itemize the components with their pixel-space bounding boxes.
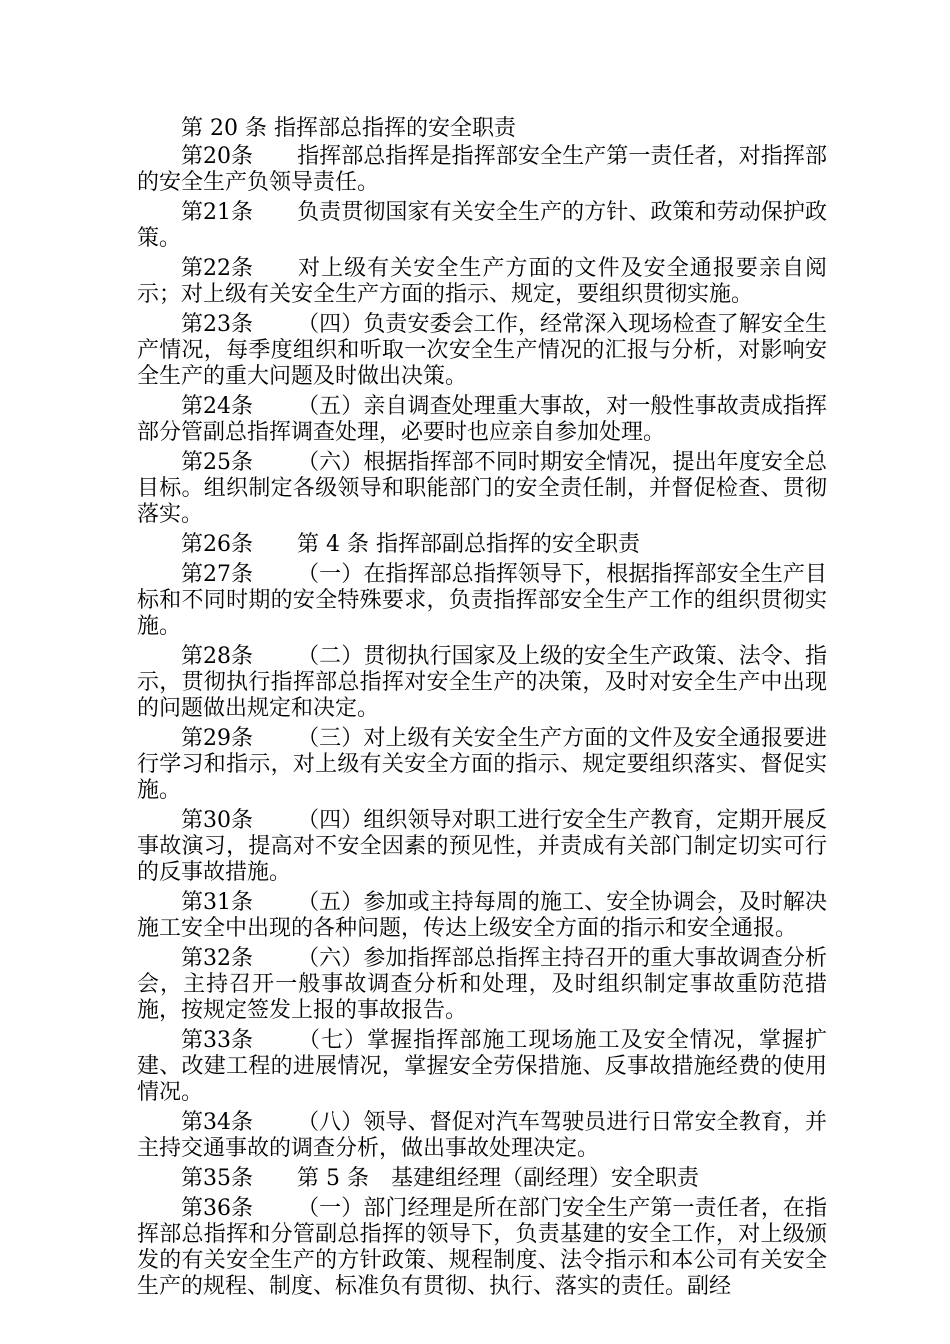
- clause-text: （四）组织领导对职工进行安全生产教育，定期开展反事故演习，提高对不安全因素的预见性，并责成有关部门制定切实可行的反事故措施。: [137, 808, 827, 885]
- clause-paragraph: [137, 312, 827, 390]
- clause-paragraph: [137, 1166, 827, 1192]
- clause-paragraph: [137, 450, 827, 528]
- clause-text: 负责贯彻国家有关安全生产的方针、政策和劳动保护政策。: [137, 200, 827, 251]
- clause-text: 对上级有关安全生产方面的文件及安全通报要亲自阅示；对上级有关安全生产方面的指示、规定，要组织贯彻实施。: [137, 256, 827, 307]
- clause-number: 第31条: [181, 890, 253, 915]
- clause-number: 第22条: [181, 256, 253, 281]
- clause-paragraph: [137, 394, 827, 446]
- clause-number: 第25条: [181, 450, 253, 475]
- clause-number: 第29条: [181, 726, 253, 751]
- document-body: [137, 116, 827, 1304]
- clause-paragraph: [137, 1196, 827, 1300]
- clause-text: （四）负责安委会工作，经常深入现场检查了解安全生产情况，每季度组织和听取一次安全生产情况的汇报与分析，对影响安全生产的重大问题及时做出决策。: [137, 312, 827, 389]
- clause-paragraph: [137, 256, 827, 308]
- clause-text: （三）对上级有关安全生产方面的文件及安全通报要进行学习和指示，对上级有关安全方面的指示、规定要组织落实、督促实施。: [137, 726, 827, 803]
- clause-number: 第23条: [181, 312, 253, 337]
- clause-number: 第27条: [181, 562, 253, 587]
- clause-number: 第30条: [181, 808, 253, 833]
- clause-number: 第35条: [181, 1166, 253, 1191]
- clause-paragraph: [137, 1028, 827, 1106]
- clause-paragraph: [137, 144, 827, 196]
- clause-paragraph: [137, 532, 827, 558]
- clause-paragraph: [137, 946, 827, 1024]
- clause-text: （七）掌握指挥部施工现场施工及安全情况，掌握扩建、改建工程的进展情况，掌握安全劳保措施、反事故措施经费的使用情况。: [137, 1028, 827, 1105]
- clause-text: （五）参加或主持每周的施工、安全协调会，及时解决施工安全中出现的各种问题，传达上级安全方面的指示和安全通报。: [137, 890, 827, 941]
- clause-text: （五）亲自调查处理重大事故，对一般性事故责成指挥部分管副总指挥调查处理，必要时也应亲自参加处理。: [137, 394, 827, 445]
- clause-number: 第28条: [181, 644, 253, 669]
- clause-text: 第 4 条 指挥部副总指挥的安全职责: [297, 532, 640, 557]
- clause-text: （八）领导、督促对汽车驾驶员进行日常安全教育，并主持交通事故的调查分析，做出事故处理决定。: [137, 1110, 827, 1161]
- clause-paragraph: [137, 726, 827, 804]
- clause-text: （一）在指挥部总指挥领导下，根据指挥部安全生产目标和不同时期的安全特殊要求，负责指挥部安全生产工作的组织贯彻实施。: [137, 562, 827, 639]
- clause-number: 第32条: [181, 946, 253, 971]
- clause-list: [137, 144, 827, 1300]
- clause-number: 第26条: [181, 532, 253, 557]
- clause-number: 第33条: [181, 1028, 253, 1053]
- clause-paragraph: [137, 644, 827, 722]
- clause-number: 第24条: [181, 394, 253, 419]
- clause-paragraph: [137, 890, 827, 942]
- clause-number: 第21条: [181, 200, 253, 225]
- clause-text: 指挥部总指挥是指挥部安全生产第一责任者，对指挥部的安全生产负领导责任。: [137, 144, 827, 195]
- clause-paragraph: [137, 562, 827, 640]
- clause-text: 第 5 条 基建组经理（副经理）安全职责: [297, 1166, 699, 1191]
- clause-number: 第34条: [181, 1110, 253, 1135]
- clause-number: 第20条: [181, 144, 253, 169]
- clause-text: （六）参加指挥部总指挥主持召开的重大事故调查分析会，主持召开一般事故调查分析和处理，及时组织制定事故重防范措施，按规定签发上报的事故报告。: [137, 946, 827, 1023]
- clause-paragraph: [137, 808, 827, 886]
- clause-text: （一）部门经理是所在部门安全生产第一责任者，在指挥部总指挥和分管副总指挥的领导下，负责基建的安全工作，对上级颁发的有关安全生产的方针政策、规程制度、法令指示和本公司有关安全生产的规程、制度、标准负有贯彻、执行、落实的责任。副经: [137, 1196, 827, 1299]
- clause-text: （二）贯彻执行国家及上级的安全生产政策、法令、指示，贯彻执行指挥部总指挥对安全生产的决策，及时对安全生产中出现的问题做出规定和决定。: [137, 644, 827, 721]
- section-heading: 第 20 条 指挥部总指挥的安全职责: [181, 116, 516, 141]
- clause-text: （六）根据指挥部不同时期安全情况，提出年度安全总目标。组织制定各级领导和职能部门的安全责任制，并督促检查、贯彻落实。: [137, 450, 827, 527]
- clause-paragraph: [137, 200, 827, 252]
- clause-number: 第36条: [181, 1196, 253, 1221]
- clause-paragraph: [137, 1110, 827, 1162]
